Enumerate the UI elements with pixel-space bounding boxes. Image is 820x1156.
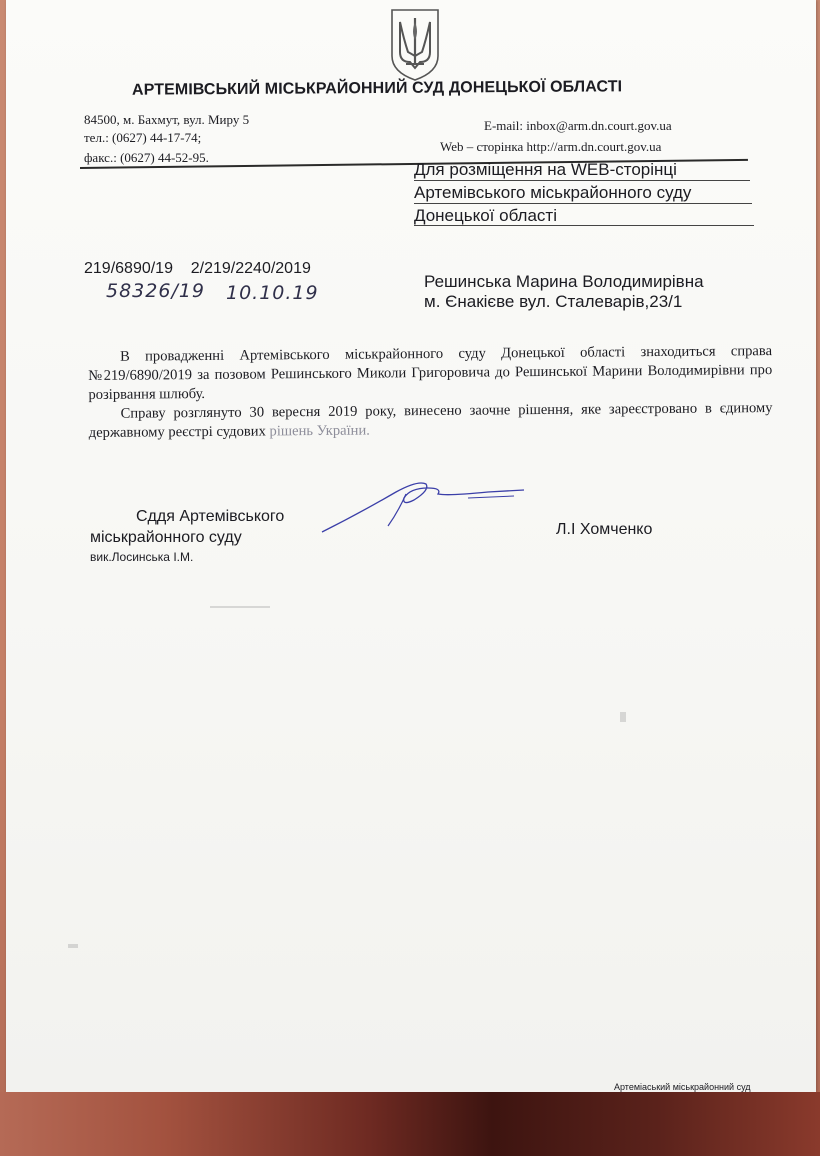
court-phone: тел.: (0627) 44-17-74; [84,130,202,145]
case-numbers: 219/6890/19 2/219/2240/2019 [84,260,311,277]
court-fax: факс.: (0627) 44-52-95. [84,150,209,165]
web-note-line-1: Для розміщення на WEB-сторінці [414,160,677,179]
handwritten-reg-number: 58326/19 [106,280,206,302]
web-note-line-2: Артемівського міськрайонного суду [414,183,692,202]
addressee-name: Решинська Марина Володимирівна [424,272,704,291]
stamp-text: Артеміаський міськрайонний суд [614,1082,751,1092]
web-note-line-3: Донецької області [414,206,557,225]
body-paragraph-2-main: Справу розглянуто 30 вересня 2019 року, винесено заочне рішення, яке зареєстровано в єдиному державному реєстрі судових [88,400,773,441]
judge-name: Л.І Хомченко [556,521,653,538]
body-paragraph-2 [88,399,772,443]
court-web: Web – сторінка http://arm.dn.court.gov.ua [440,139,662,154]
court-address: 84500, м. Бахмут, вул. Миру 5 [84,112,250,127]
paper-mark [68,944,78,948]
body-paragraph-1: В провадженні Артемівського міськрайонного суду Донецької області знаходиться справа №219/6890/2019 за позовом Решинського Миколи Григоровича до Решинської Марини Володимирівни про розірвання шлюбу. [88,343,773,403]
background-surface [0,1092,820,1156]
letter-body [88,342,773,443]
web-note-underline-2 [414,203,752,204]
judge-signature [318,474,528,544]
paper-mark [620,712,626,722]
body-paragraph-2-faded: рішень України. [269,422,370,440]
court-name-heading: АРТЕМІВСЬКИЙ МІСЬКРАЙОННИЙ СУД ДОНЕЦЬКОЇ ОБЛАСТІ [131,78,623,99]
web-note-underline-1 [414,180,750,181]
executor-name: вик.Лосинська І.М. [90,550,194,564]
handwritten-reg-date: 10.10.19 [226,282,319,304]
court-email: E-mail: inbox@arm.dn.court.gov.ua [484,118,672,133]
paper-mark [210,606,270,608]
web-note-underline-3 [414,225,754,226]
signatory-title-line-1: Сддя Артемівського [136,508,285,525]
trident-emblem-icon [386,6,444,82]
signatory-title-line-2: міськрайонного суду [90,529,242,546]
addressee-address: м. Єнакієве вул. Сталеварів,23/1 [424,292,683,311]
